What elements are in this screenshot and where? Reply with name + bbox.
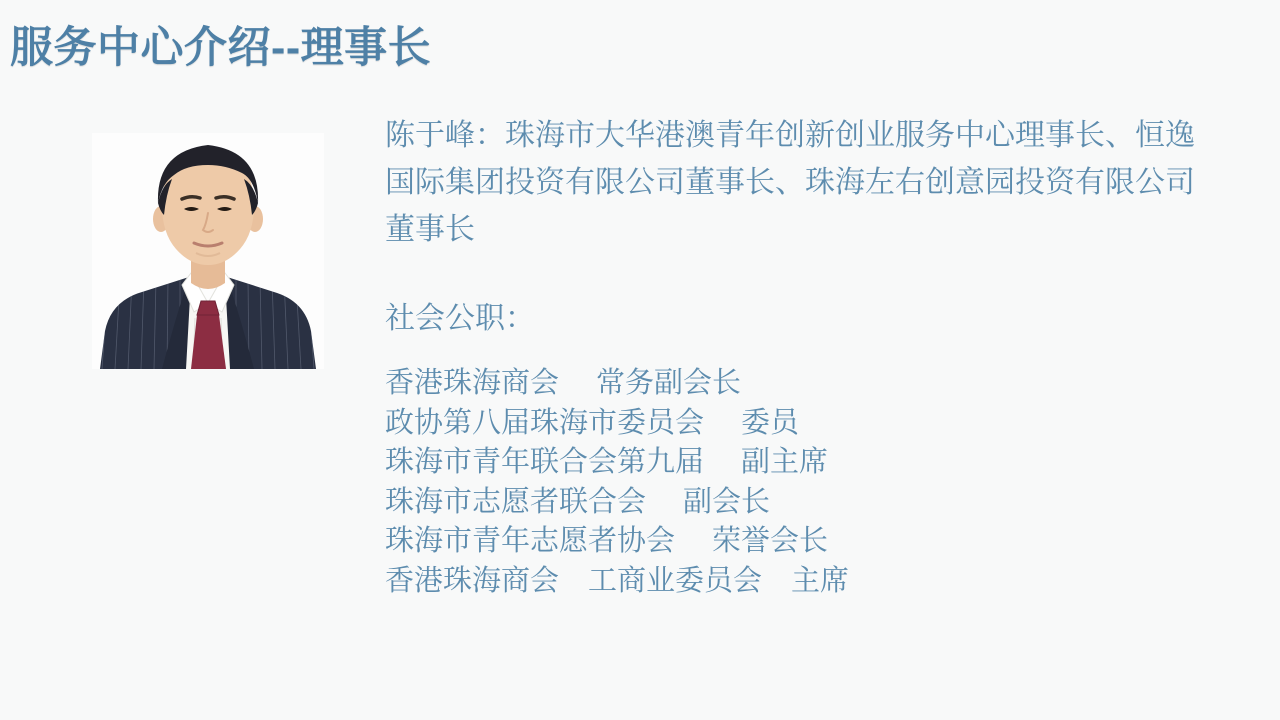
intro-line: 国际集团投资有限公司董事长、珠海左右创意园投资有限公司 bbox=[385, 166, 1195, 199]
positions-list bbox=[385, 364, 849, 601]
section-label: 社会公职： bbox=[385, 302, 535, 335]
intro-line: 董事长 bbox=[385, 213, 475, 246]
position-item: 政协第八届珠海市委员会 委员 bbox=[385, 406, 800, 439]
page-title: 服务中心介绍--理事长 bbox=[10, 24, 432, 72]
chairman-portrait-illustration bbox=[92, 133, 324, 369]
position-item: 香港珠海商会 工商业委员会 主席 bbox=[385, 564, 850, 597]
intro-line: 陈于峰：珠海市大华港澳青年创新创业服务中心理事长、恒逸 bbox=[385, 119, 1195, 152]
intro-paragraph bbox=[385, 112, 1215, 253]
portrait-photo bbox=[92, 133, 324, 369]
position-item: 珠海市青年志愿者协会 荣誉会长 bbox=[385, 525, 829, 557]
position-item: 珠海市志愿者联合会 副会长 bbox=[385, 485, 771, 518]
position-item: 珠海市青年联合会第九届 副主席 bbox=[385, 446, 829, 478]
position-item: 香港珠海商会 常务副会长 bbox=[385, 367, 742, 399]
